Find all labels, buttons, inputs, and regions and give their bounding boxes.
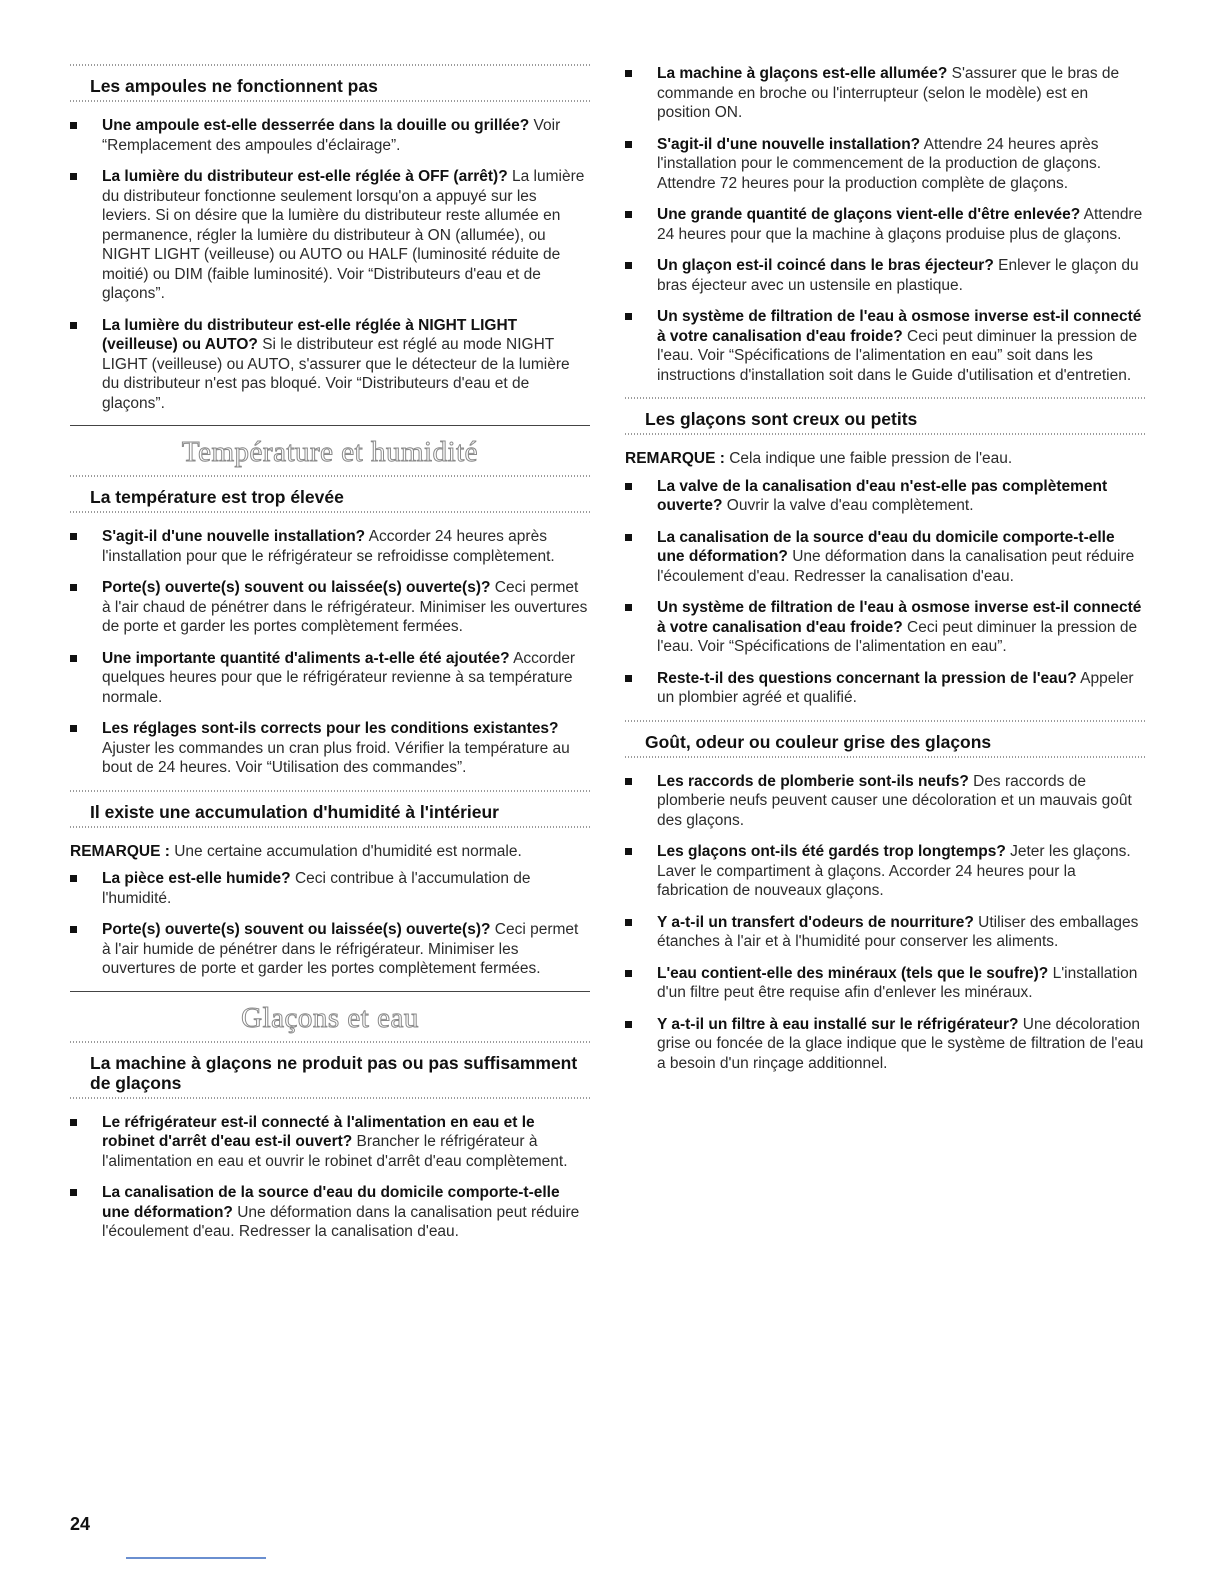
list-item: Une grande quantité de glaçons vient-elle d'être enlevée? Attendre 24 heures pour que la machine à glaçons produise plus de glaçons.: [625, 205, 1145, 244]
list-temperature: [70, 527, 590, 778]
subheading-machine: [70, 1041, 590, 1099]
list-item: S'agit-il d'une nouvelle installation? Accorder 24 heures après l'installation pour que le réfrigérateur se refroidisse complètement.: [70, 527, 590, 566]
list-item: Reste-t-il des questions concernant la pression de l'eau? Appeler un plombier agréé et qualifié.: [625, 669, 1145, 708]
subheading-creux: [625, 397, 1145, 435]
subheading-text: Il existe une accumulation d'humidité à l'intérieur: [90, 801, 499, 822]
list-item: Un système de filtration de l'eau à osmose inverse est-il connecté à votre canalisation d'eau froide? Ceci peut diminuer la pression de l'eau. Voir “Spécifications de l'alimentation en eau” soit dans les instructions d'installation soit dans le Guide d'utilisation et d'entretien.: [625, 307, 1145, 385]
list-item: Y a-t-il un transfert d'odeurs de nourriture? Utiliser des emballages étanches à l'air et à l'humidité pour conserver les aliments.: [625, 913, 1145, 952]
subheading-gout: [625, 720, 1145, 758]
list-humidite: [70, 869, 590, 979]
list-item: Les glaçons ont-ils été gardés trop longtemps? Jeter les glaçons. Laver le compartiment à glaçons. Accorder 24 heures pour la fabrication de nouveaux glaçons.: [625, 842, 1145, 901]
subheading-text: Les ampoules ne fonctionnent pas: [90, 76, 378, 96]
list-item: La lumière du distributeur est-elle réglée à NIGHT LIGHT (veilleuse) ou AUTO? Si le distributeur est réglé au mode NIGHT LIGHT (veilleuse) ou AUTO, s'assurer que le détecteur de la lumière du distributeur n'est pas bloqué. Voir “Distributeurs d'eau et de glaçons”.: [70, 316, 590, 414]
list-item: Porte(s) ouverte(s) souvent ou laissée(s) ouverte(s)? Ceci permet à l'air humide de pénétrer dans le réfrigérateur. Minimiser les ouvertures de porte et garder les portes complètement fermées.: [70, 920, 590, 979]
list-item: Un glaçon est-il coincé dans le bras éjecteur? Enlever le glaçon du bras éjecteur avec un ustensile en plastique.: [625, 256, 1145, 295]
list-item: La canalisation de la source d'eau du domicile comporte-t-elle une déformation? Une déformation dans la canalisation peut réduire l'écoulement d'eau. Redresser la canalisation d'eau.: [625, 528, 1145, 587]
subheading-humidite: [70, 790, 590, 828]
right-column: [625, 64, 1145, 1085]
left-column: [70, 64, 590, 1254]
list-ampoules: [70, 116, 590, 413]
subheading-temperature: [70, 475, 590, 513]
list-creux: [625, 477, 1145, 708]
note: REMARQUE : Cela indique une faible pression de l'eau.: [625, 450, 1013, 467]
list-item: La lumière du distributeur est-elle réglée à OFF (arrêt)? La lumière du distributeur fonctionne seulement lorsqu'on a appuyé sur les leviers. Si on désire que la lumière du distributeur reste allumée en permanence, régler la lumière du distributeur à ON (allumée), ou NIGHT LIGHT (veilleuse) ou AUTO ou HALF (luminosité réduite de moitié) ou DIM (faible luminosité). Voir “Distributeurs d'eau et de glaçons”.: [70, 167, 590, 304]
list-item: L'eau contient-elle des minéraux (tels que le soufre)? L'installation d'un filtre peut être requise afin d'enlever les minéraux.: [625, 964, 1145, 1003]
list-item: Les réglages sont-ils corrects pour les conditions existantes? Ajuster les commandes un cran plus froid. Vérifier la température au bout de 24 heures. Voir “Utilisation des commandes”.: [70, 719, 590, 778]
list-item: Une ampoule est-elle desserrée dans la douille ou grillée? Voir “Remplacement des ampoules d'éclairage”.: [70, 116, 590, 155]
list-item: Les raccords de plomberie sont-ils neufs? Des raccords de plomberie neufs peuvent causer une décoloration et un mauvais goût des glaçons.: [625, 772, 1145, 831]
list-item: La valve de la canalisation d'eau n'est-elle pas complètement ouverte? Ouvrir la valve d'eau complètement.: [625, 477, 1145, 516]
section-heading-glacons: [70, 991, 590, 1035]
subheading-text: Goût, odeur ou couleur grise des glaçons: [645, 731, 992, 752]
list-item: S'agit-il d'une nouvelle installation? Attendre 24 heures après l'installation pour le commencement de la production de glaçons. Attendre 72 heures pour la production complète de glaçons.: [625, 135, 1145, 194]
list-item: Une importante quantité d'aliments a-t-elle été ajoutée? Accorder quelques heures pour que le réfrigérateur revienne à sa température normale.: [70, 649, 590, 708]
subheading-text: Les glaçons sont creux ou petits: [645, 409, 918, 429]
subheading-text: La température est trop élevée: [90, 487, 344, 507]
list-item: La canalisation de la source d'eau du domicile comporte-t-elle une déformation? Une déformation dans la canalisation peut réduire l'écoulement d'eau. Redresser la canalisation d'eau.: [70, 1183, 590, 1242]
list-machine-continued: [625, 64, 1145, 385]
note: REMARQUE : Une certaine accumulation d'humidité est normale.: [70, 842, 522, 860]
list-item: Y a-t-il un filtre à eau installé sur le réfrigérateur? Une décoloration grise ou foncée de la glace indique que le système de filtration de l'eau a besoin d'un rinçage additionnel.: [625, 1015, 1145, 1074]
list-item: Le réfrigérateur est-il connecté à l'alimentation en eau et le robinet d'arrêt d'eau est-il ouvert? Brancher le réfrigérateur à l'alimentation en eau et ouvrir le robinet d'arrêt d'eau complètement.: [70, 1113, 590, 1172]
footer-rule: [126, 1557, 266, 1559]
subheading-text: La machine à glaçons ne produit pas ou pas suffisamment de glaçons: [90, 1052, 578, 1093]
section-heading-temperature: [70, 425, 590, 469]
subheading-ampoules: [70, 64, 590, 102]
section-title: Température et humidité: [181, 436, 479, 468]
list-gout: [625, 772, 1145, 1074]
list-machine: [70, 1113, 590, 1242]
list-item: La pièce est-elle humide? Ceci contribue à l'accumulation de l'humidité.: [70, 869, 590, 908]
list-item: La machine à glaçons est-elle allumée? S'assurer que le bras de commande en broche ou l'interrupteur (selon le modèle) est en position ON.: [625, 64, 1145, 123]
list-item: Porte(s) ouverte(s) souvent ou laissée(s) ouverte(s)? Ceci permet à l'air chaud de pénétrer dans le réfrigérateur. Minimiser les ouvertures de porte et garder les portes complètement fermées.: [70, 578, 590, 637]
page-number: 24: [70, 1514, 91, 1534]
section-title: Glaçons et eau: [241, 1001, 419, 1034]
list-item: Un système de filtration de l'eau à osmose inverse est-il connecté à votre canalisation d'eau froide? Ceci peut diminuer la pression de l'eau. Voir “Spécifications de l'alimentation en eau”.: [625, 598, 1145, 657]
